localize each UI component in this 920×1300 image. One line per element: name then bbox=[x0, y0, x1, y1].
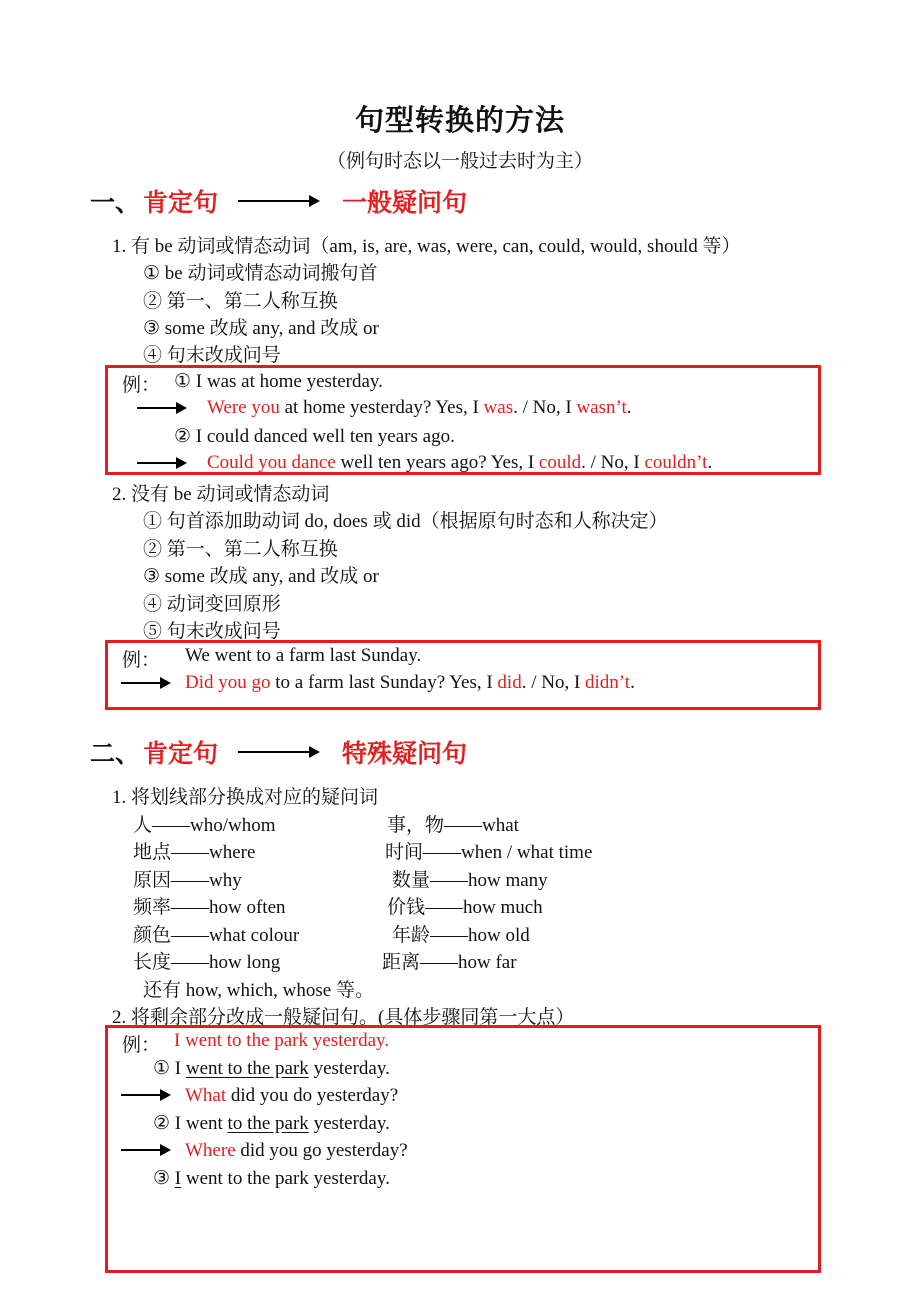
example-sentence: ① I went to the park yesterday. bbox=[153, 1058, 390, 1079]
section1-part2-heading: 2. 没有 be 动词或情态动词 bbox=[112, 484, 330, 505]
list-item: ⑤ 句末改成问号 bbox=[143, 621, 281, 642]
example-answer: What did you do yesterday? bbox=[185, 1085, 399, 1106]
question-word-item: 人——who/whom bbox=[133, 815, 276, 836]
page-subtitle: （例句时态以一般过去时为主） bbox=[326, 151, 593, 172]
question-word-item: 原因——why bbox=[133, 870, 242, 891]
section2-to: 特殊疑问句 bbox=[342, 739, 468, 768]
section2-arrow-icon bbox=[238, 745, 320, 759]
question-word-item: 年龄——how old bbox=[392, 925, 530, 946]
section1-from: 肯定句 bbox=[143, 188, 219, 217]
example-answer: Could you dance well ten years ago? Yes, I could. / No, I couldn’t. bbox=[207, 452, 713, 473]
question-word-item: 长度——how long bbox=[133, 952, 281, 973]
example-answer: Did you go to a farm last Sunday? Yes, I did. / No, I didn’t. bbox=[185, 672, 635, 693]
example-answer: Were you at home yesterday? Yes, I was. / No, I wasn’t. bbox=[207, 397, 632, 418]
example-answer: Where did you go yesterday? bbox=[185, 1140, 408, 1161]
list-item: ① 句首添加助动词 do, does 或 did（根据原句时态和人称决定） bbox=[143, 511, 668, 532]
example-sentence: ② I could danced well ten years ago. bbox=[174, 426, 455, 447]
question-word-item: 价钱——how much bbox=[387, 897, 543, 918]
example-sentence: ① I was at home yesterday. bbox=[174, 371, 383, 392]
page-title: 句型转换的方法 bbox=[354, 103, 565, 137]
section2-part1-heading: 1. 将划线部分换成对应的疑问词 bbox=[112, 787, 379, 808]
example-base-sentence: I went to the park yesterday. bbox=[174, 1030, 390, 1051]
list-item: ① be 动词或情态动词搬句首 bbox=[143, 263, 378, 284]
section1-number: 一、 bbox=[90, 188, 141, 217]
example-sentence: We went to a farm last Sunday. bbox=[185, 645, 422, 666]
question-word-item: 颜色——what colour bbox=[133, 925, 300, 946]
arrow-icon bbox=[121, 1088, 171, 1102]
question-word-item: 频率——how often bbox=[133, 897, 286, 918]
example-sentence: ② I went to the park yesterday. bbox=[153, 1113, 390, 1134]
section1-arrow-icon bbox=[238, 194, 320, 208]
example-label: 例： bbox=[122, 650, 161, 671]
example-sentence: ③ I went to the park yesterday. bbox=[153, 1168, 390, 1189]
question-word-item: 时间——when / what time bbox=[385, 842, 593, 863]
arrow-icon bbox=[137, 401, 187, 415]
question-word-item: 数量——how many bbox=[392, 870, 548, 891]
section2-part2-heading: 2. 将剩余部分改成一般疑问句。(具体步骤同第一大点） bbox=[112, 1007, 575, 1028]
list-item: ③ some 改成 any, and 改成 or bbox=[143, 566, 379, 587]
arrow-icon bbox=[137, 456, 187, 470]
question-word-item: 事，物——what bbox=[387, 815, 519, 836]
section2-from: 肯定句 bbox=[143, 739, 219, 768]
arrow-icon bbox=[121, 1143, 171, 1157]
example-label: 例： bbox=[122, 1035, 161, 1056]
example-label: 例： bbox=[122, 375, 161, 396]
list-item: ④ 动词变回原形 bbox=[143, 594, 281, 615]
list-item: ③ some 改成 any, and 改成 or bbox=[143, 318, 379, 339]
list-item: ④ 句末改成问号 bbox=[143, 345, 281, 366]
question-word-item: 距离——how far bbox=[382, 952, 517, 973]
arrow-icon bbox=[121, 676, 171, 690]
list-item: ② 第一、第二人称互换 bbox=[143, 539, 338, 560]
section1-part1-heading: 1. 有 be 动词或情态动词（am, is, are, was, were, can, could, would, should 等） bbox=[112, 236, 741, 257]
section1-to: 一般疑问句 bbox=[342, 188, 468, 217]
also-note: 还有 how, which, whose 等。 bbox=[143, 980, 374, 1001]
list-item: ② 第一、第二人称互换 bbox=[143, 291, 338, 312]
section2-number: 二、 bbox=[90, 739, 141, 768]
question-word-item: 地点——where bbox=[133, 842, 256, 863]
